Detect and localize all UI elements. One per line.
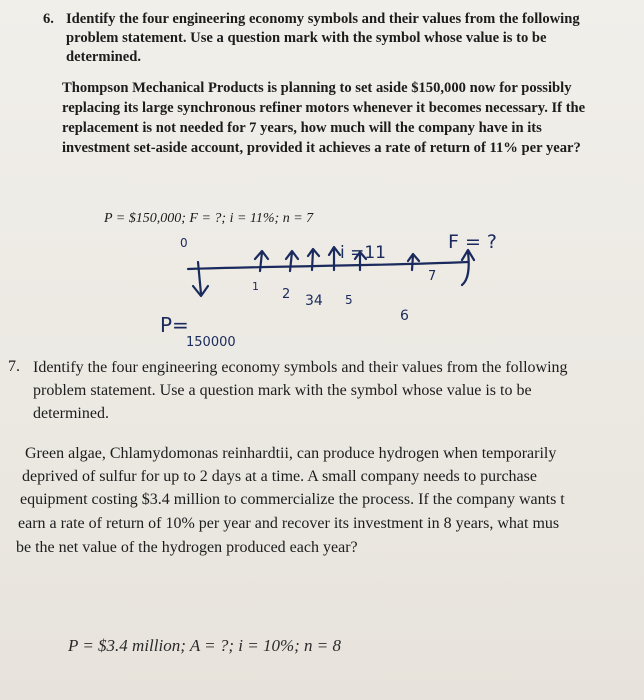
question-7-prompt-line-2: problem statement. Use a question mark with the symbol whose value is to be	[33, 382, 532, 399]
question-6-prompt-line-2: problem statement. Use a question mark with the symbol whose value is to be	[66, 30, 547, 46]
hand-present-value-arrow	[198, 262, 201, 294]
question-7-problem-line-3: equipment costing $3.4 million to commercialize the process. If the company wants t	[20, 491, 565, 508]
hand-period-1: 1	[252, 280, 259, 293]
question-6-number: 6.	[43, 11, 54, 27]
hand-interest-label: i =11	[340, 243, 387, 263]
question-6-problem-line-2: replacing its large synchronous refiner motors whenever it becomes necessary. If the	[62, 100, 586, 116]
question-6-problem-line-1: Thompson Mechanical Products is planning to set aside $150,000 now for possibly	[62, 80, 572, 96]
hand-future-value-arrow	[462, 250, 474, 285]
hand-present-value-label: P=	[160, 313, 189, 337]
question-7-problem-line-5: be the net value of the hydrogen produced each year?	[16, 539, 358, 556]
question-7-number: 7.	[8, 358, 20, 375]
question-7-problem-line-1: Green algae, Chlamydomonas reinhardtii, can produce hydrogen when temporarily	[25, 445, 557, 462]
question-6-answer-equation: P = $150,000; F = ?; i = 11%; n = 7	[104, 211, 314, 226]
hand-present-value-amount: 150000	[186, 335, 236, 350]
question-7-prompt-line-1: Identify the four engineering economy symbols and their values from the following	[33, 359, 568, 376]
hand-arrow-6	[408, 254, 419, 270]
hand-future-value-label: F = ?	[448, 231, 498, 253]
hand-period-2: 2	[282, 287, 291, 302]
hand-arrow-2	[286, 251, 298, 271]
question-7-problem-line-2: deprived of sulfur for up to 2 days at a time. A small company needs to purchase	[22, 468, 537, 485]
question-6-prompt-line-1: Identify the four engineering economy symbols and their values from the following	[66, 11, 580, 27]
question-6-problem-line-4: investment set-aside account, provided it achieves a rate of return of 11% per year?	[62, 140, 581, 156]
hand-period-5: 5	[345, 293, 353, 307]
question-6-problem-line-3: replacement is not needed for 7 years, how much will the company have in its	[62, 120, 542, 136]
question-7-answer-equation: P = $3.4 million; A = ?; i = 10%; n = 8	[68, 636, 342, 655]
question-6-prompt-line-3: determined.	[66, 49, 141, 65]
hand-timeline	[188, 262, 468, 269]
hand-period-7: 7	[428, 269, 437, 284]
hand-period-6: 6	[400, 308, 409, 324]
question-7-problem-line-4: earn a rate of return of 10% per year and recover its investment in 8 years, what mus	[18, 515, 560, 532]
hand-period-0: 0	[180, 236, 188, 250]
hand-period-3-4: 34	[305, 293, 323, 309]
question-7-prompt-line-3: determined.	[33, 405, 109, 422]
